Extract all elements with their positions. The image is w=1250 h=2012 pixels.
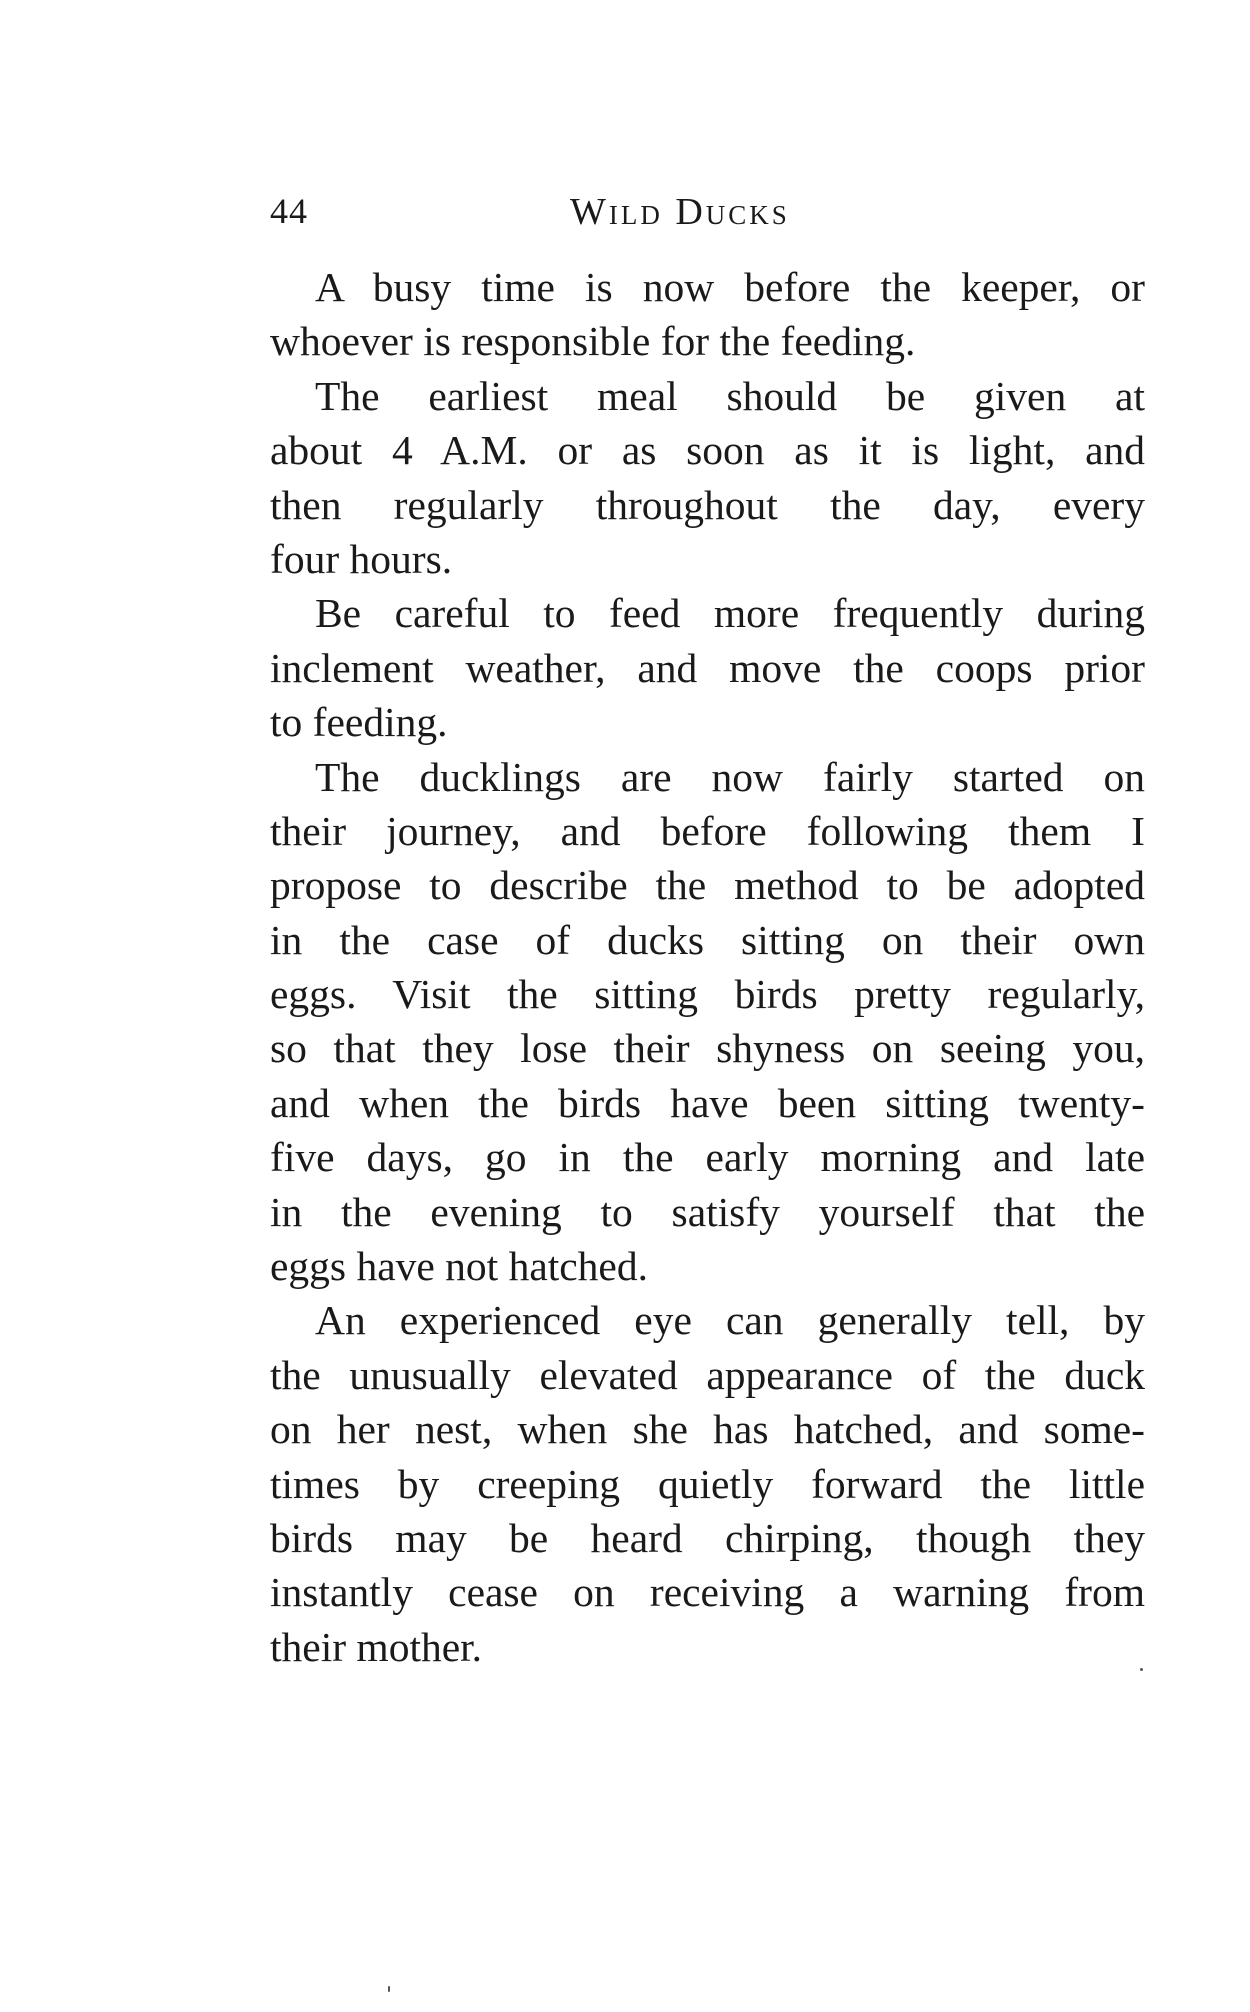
text-line: so that they lose their shyness on seeing you,: [270, 1025, 1145, 1072]
text-line: then regularly throughout the day, every: [270, 481, 1145, 528]
text-line: on her nest, when she has hatched, and some-: [270, 1406, 1145, 1453]
text-line: propose to describe the method to be adopted: [270, 862, 1145, 909]
text-line: about 4 A.M. or as soon as it is light, and: [270, 427, 1145, 474]
running-title: Wild Ducks: [570, 191, 790, 233]
text-line: inclement weather, and move the coops prior: [270, 644, 1145, 691]
paper-speck: [388, 1986, 390, 1992]
text-line: five days, go in the early morning and late: [270, 1134, 1145, 1181]
paper-speck: [1140, 1668, 1143, 1671]
text-line: times by creeping quietly forward the little: [270, 1460, 1145, 1507]
text-line: the unusually elevated appearance of the duck: [270, 1351, 1145, 1398]
text-line: their journey, and before following them I: [270, 807, 1145, 854]
text-line: A busy time is now before the keeper, or: [315, 264, 1145, 310]
text-line: The ducklings are now fairly started on: [315, 753, 1145, 800]
running-head: [270, 190, 1145, 240]
text-line: in the evening to satisfy yourself that the: [270, 1188, 1145, 1235]
text-line: birds may be heard chirping, though they: [270, 1514, 1145, 1561]
text-line: whoever is responsible for the feeding.: [270, 318, 916, 365]
text-line: eggs have not hatched.: [270, 1243, 648, 1290]
text-line: The earliest meal should be given at: [315, 372, 1145, 419]
text-line: and when the birds have been sitting twenty-: [270, 1079, 1145, 1126]
text-line: to feeding.: [270, 699, 448, 746]
text-line: eggs. Visit the sitting birds pretty regularly,: [270, 971, 1145, 1018]
text-line: four hours.: [270, 535, 453, 582]
text-line: instantly cease on receiving a warning from: [270, 1569, 1145, 1616]
body-text: [270, 260, 1145, 1674]
text-line: Be careful to feed more frequently during: [315, 590, 1145, 637]
text-line: in the case of ducks sitting on their own: [270, 916, 1145, 963]
text-line: An experienced eye can generally tell, by: [315, 1297, 1145, 1344]
page-number: 44: [270, 191, 308, 231]
text-line: their mother.: [270, 1623, 483, 1670]
